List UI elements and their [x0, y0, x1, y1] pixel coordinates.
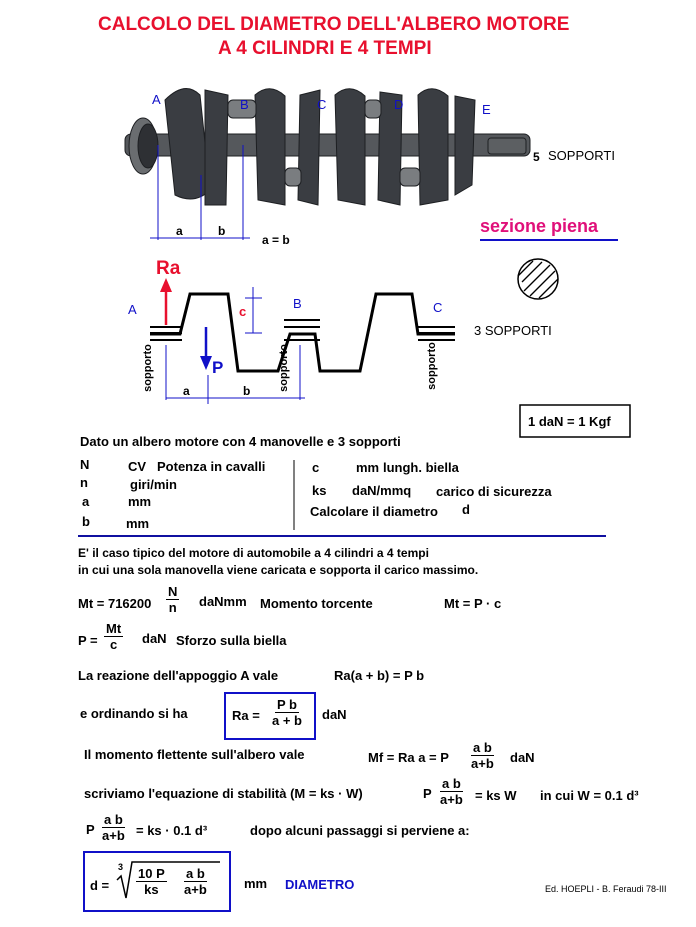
d-num2: a b [185, 866, 205, 881]
stab-den: a+b [440, 792, 463, 807]
photo-label-e: E [482, 102, 491, 117]
var-ks-desc: carico di sicurezza [436, 484, 552, 499]
page-title-line1: CALCOLO DEL DIAMETRO DELL'ALBERO MOTORE [98, 14, 570, 35]
description-line1: E' il caso tipico del motore di automobile a 4 cilindri a 4 tempi [78, 546, 429, 560]
d-num1: 10 P [138, 866, 165, 881]
mf-lhs: Mf = Ra a = P [368, 750, 449, 765]
p-desc: Sforzo sulla biella [176, 633, 287, 648]
credit: Ed. HOEPLI - B. Feraudi 78-III [545, 884, 667, 894]
d-root-index: 3 [118, 862, 124, 872]
var-c-desc: lungh. biella [383, 460, 459, 475]
mt-unit: daNmm [199, 594, 247, 609]
var-b-sym: b [82, 514, 90, 529]
var-c-unit: mm [356, 460, 380, 475]
mf-den: a+b [471, 756, 494, 771]
ordering-text: e ordinando si ha [80, 706, 188, 721]
p-den: c [109, 637, 118, 652]
mt-lhs: Mt = 716200 [78, 596, 152, 611]
scheme-support-word-a: sopporto [141, 344, 154, 392]
d-den1: ks [144, 882, 159, 897]
mt-fraction [166, 584, 179, 615]
photo-label-b: B [240, 97, 249, 112]
photo-supports-text: SOPPORTI [548, 148, 615, 163]
reaction-text: La reazione dell'appoggio A vale [78, 668, 279, 683]
scheme-support-word-b: sopporto [277, 344, 290, 392]
reaction-eq: Ra(a + b) = P b [334, 668, 425, 683]
page-title-line2: A 4 CILINDRI E 4 TEMPI [218, 38, 432, 59]
d-unit: mm [244, 876, 268, 891]
ra-unit: daN [322, 707, 347, 722]
d-label: DIAMETRO [285, 877, 355, 892]
photo-dim-b: b [218, 224, 226, 238]
unit-box: 1 daN = 1 Kgf [528, 414, 611, 429]
eq2-num: a b [103, 812, 123, 827]
eq2-p: P [86, 822, 95, 837]
mf-num: a b [472, 740, 492, 755]
p-unit: daN [142, 631, 167, 646]
moment-text: Il momento flettente sull'albero vale [84, 747, 305, 762]
var-a-sym: a [82, 494, 90, 509]
scheme-supports-text: 3 SOPPORTI [474, 323, 552, 338]
stab-num: a b [441, 776, 461, 791]
photo-supports-num: 5 [533, 150, 540, 164]
var-ks-unit: daN/mmq [352, 483, 412, 498]
description-line2: in cui una sola manovella viene caricata e sopporta il carico massimo. [78, 563, 479, 577]
d-lhs: d = [90, 878, 110, 893]
scheme-ra-label: Ra [156, 258, 181, 279]
eq2-fraction [100, 812, 127, 843]
mf-unit: daN [510, 750, 535, 765]
eq2-rhs: = ks · 0.1 d³ [136, 823, 208, 838]
photo-label-d: D [394, 97, 404, 112]
mt-den: n [168, 600, 177, 615]
p-lhs: P = [78, 633, 98, 648]
scheme-support-c: C [433, 300, 443, 315]
crank-scheme [150, 294, 455, 371]
data-intro: Dato un albero motore con 4 manovelle e 3 sopporti [80, 434, 401, 449]
stab-fraction [438, 776, 465, 807]
mt-alt: Mt = P · c [444, 596, 502, 611]
scheme-support-a: A [128, 302, 137, 317]
var-a-unit: mm [128, 494, 152, 509]
ra-num: P b [277, 697, 297, 712]
stab-w: in cui W = 0.1 d³ [540, 788, 639, 803]
ra-fraction [265, 697, 309, 728]
photo-dim-a: a [176, 224, 183, 238]
mt-desc: Momento torcente [260, 596, 373, 611]
mf-fraction [469, 740, 496, 771]
var-n-desc: Potenza in cavalli [157, 459, 266, 474]
d-fraction2 [182, 866, 209, 897]
calc-request: Calcolare il diametro [310, 504, 438, 519]
photo-label-a: A [152, 92, 161, 107]
scheme-c-label: c [239, 304, 247, 319]
calc-request-sym: d [462, 502, 470, 517]
scheme-dim-b: b [243, 384, 251, 398]
var-c-sym: c [312, 460, 320, 475]
section-label: sezione piena [480, 216, 599, 236]
scheme-dim-a: a [183, 384, 190, 398]
scheme-p-label: P [212, 358, 224, 377]
d-den2: a+b [184, 882, 207, 897]
mt-num: N [168, 584, 178, 599]
stab-p: P [423, 786, 432, 801]
var-rpm-unit: giri/min [130, 477, 177, 492]
stab-rhs: = ks W [475, 788, 517, 803]
var-n-unit: CV [128, 459, 147, 474]
ra-den: a + b [272, 713, 302, 728]
scheme-support-b: B [293, 296, 302, 311]
photo-label-c: C [317, 97, 327, 112]
eq2-text: dopo alcuni passaggi si perviene a: [250, 823, 470, 838]
var-n-sym: N [80, 457, 90, 472]
var-b-unit: mm [126, 516, 150, 531]
var-rpm-sym: n [80, 475, 88, 490]
photo-dim-equality: a = b [262, 233, 290, 247]
scheme-support-word-c: sopporto [425, 342, 438, 390]
ra-lhs: Ra = [232, 708, 260, 723]
stability-text: scriviamo l'equazione di stabilità (M = ks · W) [84, 786, 363, 801]
d-fraction1 [136, 866, 167, 897]
eq2-den: a+b [102, 828, 125, 843]
var-ks-sym: ks [312, 483, 327, 498]
p-num: Mt [106, 621, 122, 636]
p-fraction [104, 621, 123, 652]
solid-section-icon [518, 259, 558, 299]
